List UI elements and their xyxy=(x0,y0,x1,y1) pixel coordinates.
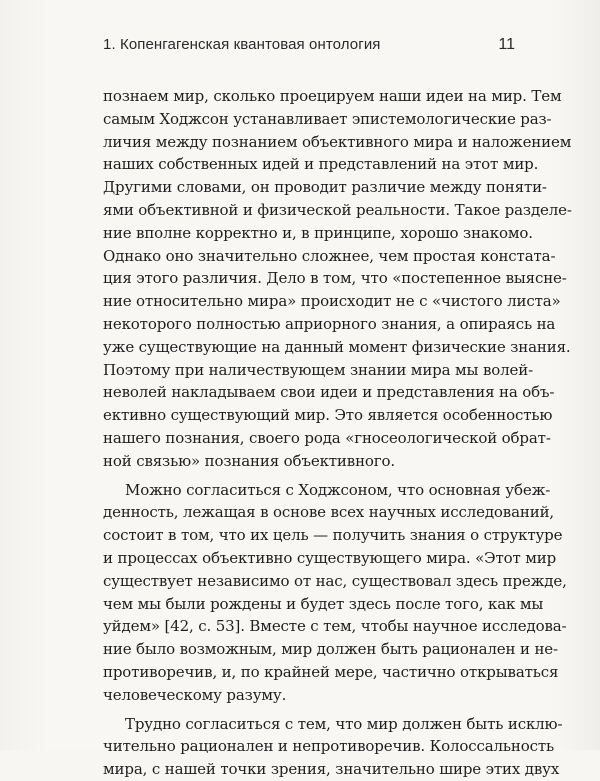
text-line: мира, с нашей точки зрения, значительно шире этих двух xyxy=(103,760,560,779)
text-line: личия между познанием объективного мира и наложением xyxy=(103,132,572,151)
text-line: Трудно согласиться с тем, что мир должен быть исклю- xyxy=(125,714,563,733)
text-line: уйдем» [42, с. 53]. Вместе с тем, чтобы научное исследова- xyxy=(103,617,567,636)
text-line: некоторого полностью априорного знания, а опираясь на xyxy=(103,314,556,333)
paragraph-2 xyxy=(103,479,567,707)
text-line: Можно согласиться с Ходжсоном, что основная убеж- xyxy=(125,480,551,499)
text-line: противоречив, и, по крайней мере, частично открываться xyxy=(103,662,559,681)
text-line: и процессах объективно существующего мира. «Этот мир xyxy=(103,548,557,567)
text-line: ние вполне корректно и, в принципе, хорошо знакомо. xyxy=(103,223,533,242)
text-line: ной связью» познания объективного. xyxy=(103,451,396,470)
body-text xyxy=(103,85,572,781)
text-line: ями объективной и физической реальности. Такое разделе- xyxy=(103,200,572,219)
text-line: человеческому разуму. xyxy=(103,685,287,704)
text-line: существует независимо от нас, существовал здесь прежде, xyxy=(103,571,567,590)
text-line: ние было возможным, мир должен быть рационален и не- xyxy=(103,640,558,659)
text-line: состоит в том, что их цель — получить знания о структуре xyxy=(103,526,563,545)
text-line: ция этого различия. Дело в том, что «постепенное выясне- xyxy=(103,269,567,288)
chapter-title: 1. Копенгагенская квантовая онтология xyxy=(103,36,381,53)
text-line: познаем мир, сколько проецируем наши идеи на мир. Тем xyxy=(103,87,562,105)
text-line: неволей накладываем свои идеи и представления на объ- xyxy=(103,383,555,402)
text-line: Поэтому при наличествующем знании мира мы волей- xyxy=(103,360,533,379)
text-line: Другими словами, он проводит различие между поняти- xyxy=(103,178,547,197)
paragraph-1 xyxy=(103,85,572,473)
text-line: наших собственных идей и представлений на этот мир. xyxy=(103,155,539,174)
text-line: нашего познания, своего рода «гносеологической обрат- xyxy=(103,428,551,447)
text-line: чительно рационален и непротиворечив. Колоссальность xyxy=(103,737,555,756)
paragraph-3 xyxy=(103,713,563,781)
text-line: ективно существующий мир. Это является особенностью xyxy=(103,406,553,425)
text-line: денность, лежащая в основе всех научных исследований, xyxy=(103,503,555,522)
text-line: уже существующие на данный момент физические знания. xyxy=(103,337,571,356)
running-header xyxy=(103,36,525,54)
text-line: ние относительно мира» происходит не с «чистого листа» xyxy=(103,292,561,311)
text-line: Однако оно значительно сложнее, чем простая констата- xyxy=(103,246,556,265)
page-number: 11 xyxy=(498,36,515,53)
text-line: чем мы были рождены и будет здесь после того, как мы xyxy=(103,594,544,613)
text-line: самым Ходжсон устанавливает эпистемологические раз- xyxy=(103,109,552,128)
